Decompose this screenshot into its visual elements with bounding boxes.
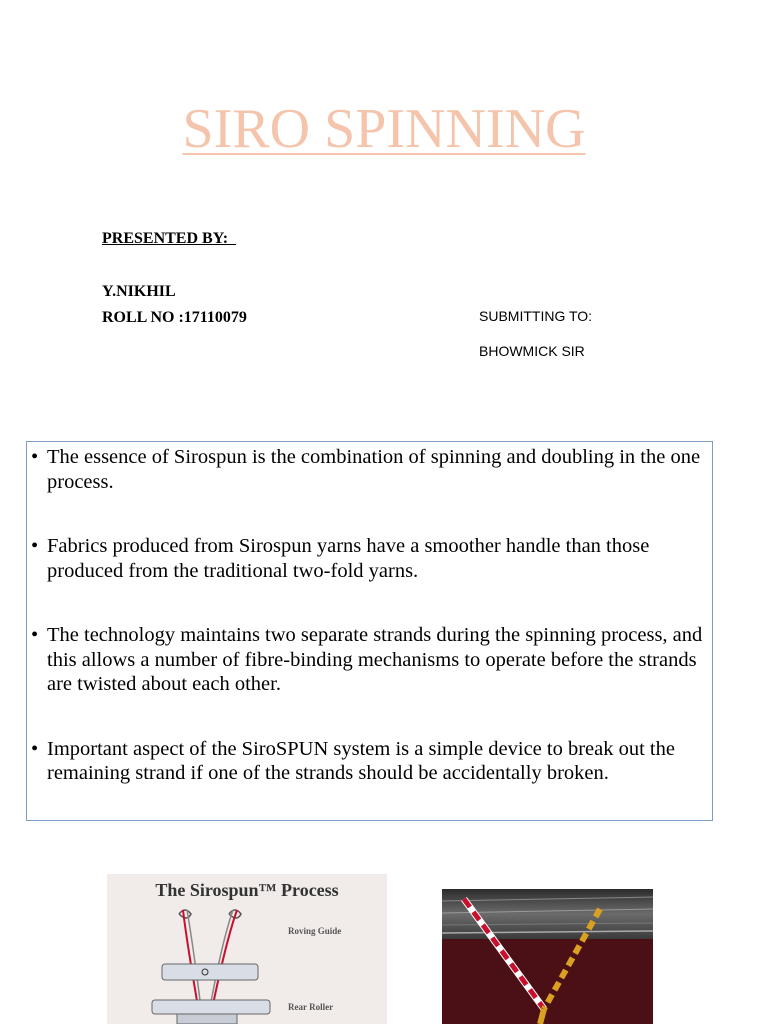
- slide-title: SIRO SPINNING: [182, 98, 586, 160]
- yarn-photo-illustration: [442, 889, 653, 1024]
- bullet-text: The essence of Sirospun is the combination of spinning and doubling in the one process.: [47, 446, 701, 493]
- diagram-illustration: [107, 874, 387, 1024]
- roll-number: ROLL NO :17110079: [102, 309, 247, 326]
- bullet-item: [31, 445, 706, 494]
- bullet-item: [31, 534, 706, 583]
- roving-guide-label: Roving Guide: [288, 926, 342, 936]
- bullet-item: [31, 737, 706, 786]
- sirospun-yarn-photo: [442, 889, 653, 1024]
- bullet-marker: •: [31, 446, 39, 468]
- bullet-marker: •: [31, 535, 39, 557]
- submitting-to-name: BHOWMICK SIR: [479, 343, 585, 359]
- bullet-marker: •: [31, 737, 39, 760]
- bullet-text: The technology maintains two separate strands during the spinning process, and this allows a number of fibre-binding mechanisms to operate before the strands are twisted about each other.: [47, 624, 703, 695]
- rear-roller-label: Rear Roller: [288, 1002, 334, 1012]
- bullet-item: [31, 623, 706, 697]
- submitting-to-label: SUBMITTING TO:: [479, 308, 593, 324]
- bullet-box: [26, 441, 713, 821]
- bullet-text: Important aspect of the SiroSPUN system is a simple device to break out the remaining strand if one of the strands should be accidentally broken.: [47, 737, 675, 784]
- presenter-name: Y.NIKHIL: [102, 283, 176, 300]
- bullet-marker: •: [31, 624, 39, 646]
- diagram-title: The Sirospun™ Process: [155, 880, 339, 900]
- sirospun-process-diagram: [107, 874, 387, 1024]
- presented-by-label: PRESENTED BY:: [102, 230, 237, 247]
- bullet-text: Fabrics produced from Sirospun yarns have a smoother handle than those produced from the traditional two-fold yarns.: [47, 535, 650, 582]
